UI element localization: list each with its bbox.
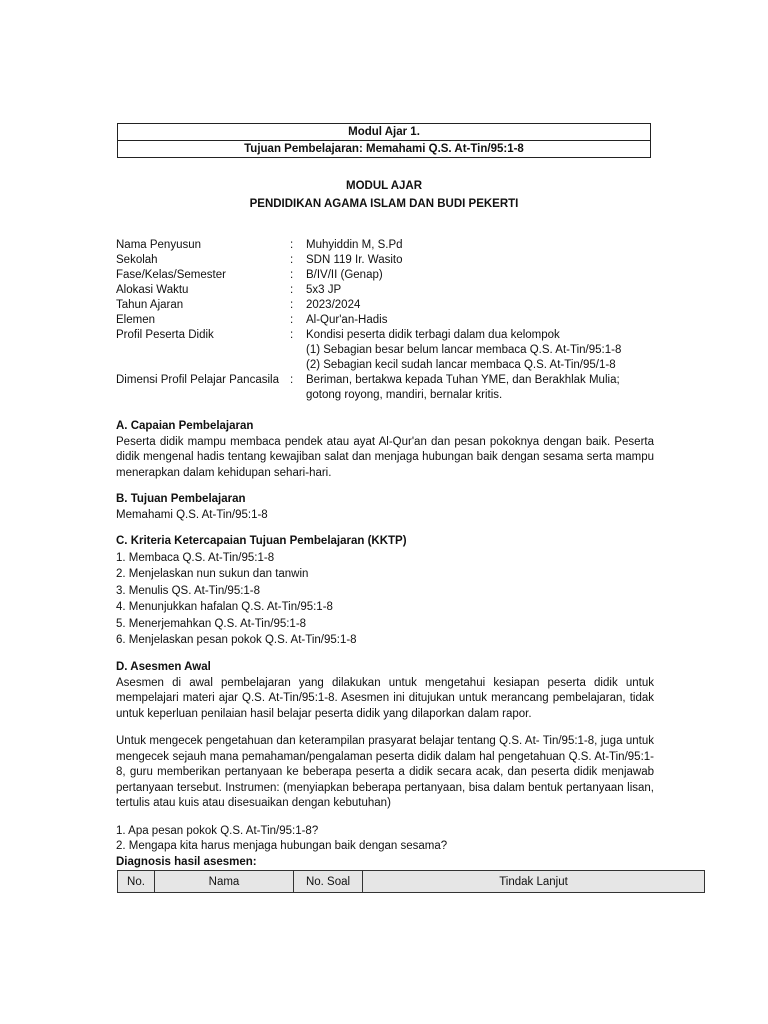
section-asesmen — [116, 660, 654, 870]
info-label — [116, 343, 290, 358]
info-label: Nama Penyusun — [116, 239, 202, 251]
info-label: Profil Peserta Didik — [116, 329, 214, 341]
info-label — [116, 388, 290, 403]
info-colon — [290, 358, 306, 373]
info-value: (1) Sebagian besar belum lancar membaca Q.S. At-Tin/95:1-8 — [306, 344, 622, 356]
info-value: B/IV/II (Genap) — [306, 269, 383, 281]
info-row — [116, 313, 656, 328]
module-number: Modul Ajar 1. — [348, 126, 420, 138]
info-row — [116, 388, 656, 403]
info-row — [116, 253, 656, 268]
table-header-cell: No. — [118, 871, 155, 893]
info-colon: : — [290, 329, 294, 341]
info-label: Sekolah — [116, 254, 158, 266]
info-colon: : — [290, 269, 294, 281]
info-colon: : — [290, 254, 294, 266]
info-row — [116, 358, 656, 373]
section-capaian — [116, 419, 654, 481]
list-item: 3. Menulis QS. At-Tin/95:1-8 — [116, 584, 261, 597]
table-header-cell: No. Soal — [294, 871, 363, 893]
info-value: gotong royong, mandiri, bernalar kritis. — [306, 389, 503, 401]
table-header-cell: Tindak Lanjut — [363, 871, 705, 893]
info-value: Kondisi peserta didik terbagi dalam dua kelompok — [306, 329, 560, 341]
doc-title: MODUL AJAR — [345, 180, 423, 192]
info-row — [116, 238, 656, 253]
section-paragraph: Asesmen di awal pembelajaran yang dilakukan untuk mengetahui kesiapan peserta didik untuk mempelajari materi ajar Q.S. At-Tin/95:1-8. Asesmen ini ditujukan untuk merancang pembelajaran, tidak untuk keperluan penilaian hasil belajar peserta didik yang dilaporkan dalam rapor. — [116, 676, 654, 720]
info-value: (2) Sebagian kecil sudah lancar membaca Q.S. At-Tin/95/1-8 — [306, 359, 616, 371]
question-item: 1. Apa pesan pokok Q.S. At-Tin/95:1-8? — [116, 824, 319, 837]
identity-info — [116, 238, 656, 403]
list-item: 5. Menerjemahkan Q.S. At-Tin/95:1-8 — [116, 617, 307, 630]
section-paragraph: Memahami Q.S. At-Tin/95:1-8 — [116, 508, 268, 521]
section-tujuan — [116, 492, 654, 523]
section-kktp — [116, 534, 654, 649]
table-header-cell: Nama — [155, 871, 294, 893]
info-value: 5x3 JP — [306, 284, 342, 296]
info-label: Elemen — [116, 314, 155, 326]
info-row — [116, 283, 656, 298]
info-value: 2023/2024 — [306, 299, 361, 311]
info-colon: : — [290, 374, 294, 386]
info-label: Alokasi Waktu — [116, 284, 189, 296]
list-item: 2. Menjelaskan nun sukun dan tanwin — [116, 568, 309, 580]
section-heading: D. Asesmen Awal — [116, 661, 211, 673]
info-label: Fase/Kelas/Semester — [116, 269, 226, 281]
info-label: Dimensi Profil Pelajar Pancasila — [116, 374, 279, 386]
kktp-list — [116, 550, 654, 649]
module-header-box — [117, 123, 651, 158]
info-label: Tahun Ajaran — [116, 299, 184, 311]
info-colon: : — [290, 239, 294, 251]
module-objective: Tujuan Pembelajaran: Memahami Q.S. At-Tin/95:1-8 — [118, 140, 650, 157]
info-row — [116, 328, 656, 343]
info-row — [116, 343, 656, 358]
info-row — [116, 373, 656, 388]
section-heading: B. Tujuan Pembelajaran — [116, 493, 246, 505]
list-item: 6. Menjelaskan pesan pokok Q.S. At-Tin/95:1-8 — [116, 634, 357, 646]
list-item: 1. Membaca Q.S. At-Tin/95:1-8 — [116, 551, 275, 564]
info-colon — [290, 388, 306, 403]
info-value: Al-Qur'an-Hadis — [306, 314, 388, 326]
section-heading: C. Kriteria Ketercapaian Tujuan Pembelajaran (KKTP) — [116, 535, 407, 547]
info-value: SDN 119 Ir. Wasito — [306, 254, 403, 266]
info-value: Beriman, bertakwa kepada Tuhan YME, dan Berakhlak Mulia; — [306, 374, 620, 386]
question-item: 2. Mengapa kita harus menjaga hubungan baik dengan sesama? — [116, 840, 448, 852]
diagnosis-table — [117, 870, 705, 893]
section-paragraph: Untuk mengecek pengetahuan dan keterampilan prasyarat belajar tentang Q.S. At- Tin/95:1-8, juga untuk mengecek sejauh mana pemahaman/pengalaman peserta didik dalam hal pengetahuan Q.S. At-Tin/95:1-8, guru memberikan pertanyaan ke beberapa peserta a didik secara acak, dan peserta didik menjawab pertanyaan tersebut. Instrumen: (menyiapkan beberapa pertanyaan, bisa dalam bentuk pertanyaan lisan, tertulis atau kuis atau disesuaikan dengan kebutuhan) — [116, 735, 654, 809]
info-colon: : — [290, 284, 294, 296]
doc-subtitle: PENDIDIKAN AGAMA ISLAM DAN BUDI PEKERTI — [249, 198, 519, 210]
info-colon — [290, 343, 306, 358]
section-heading: A. Capaian Pembelajaran — [116, 420, 254, 432]
info-row — [116, 298, 656, 313]
info-value: Muhyiddin M, S.Pd — [306, 239, 403, 251]
info-colon: : — [290, 299, 294, 311]
info-colon: : — [290, 314, 294, 326]
info-label — [116, 358, 290, 373]
list-item: 4. Menunjukkan hafalan Q.S. At-Tin/95:1-8 — [116, 601, 333, 613]
section-paragraph: Peserta didik mampu membaca pendek atau ayat Al-Qur'an dan pesan pokoknya dengan baik. Peserta didik mengenal hadis tentang kewajiban salat dan menjaga hubungan baik dengan sesama serta mampu menerapkan dalam kehidupan sehari-hari. — [116, 435, 654, 479]
info-row — [116, 268, 656, 283]
diagnosis-label: Diagnosis hasil asesmen: — [116, 855, 257, 868]
table-header-row — [118, 871, 705, 893]
